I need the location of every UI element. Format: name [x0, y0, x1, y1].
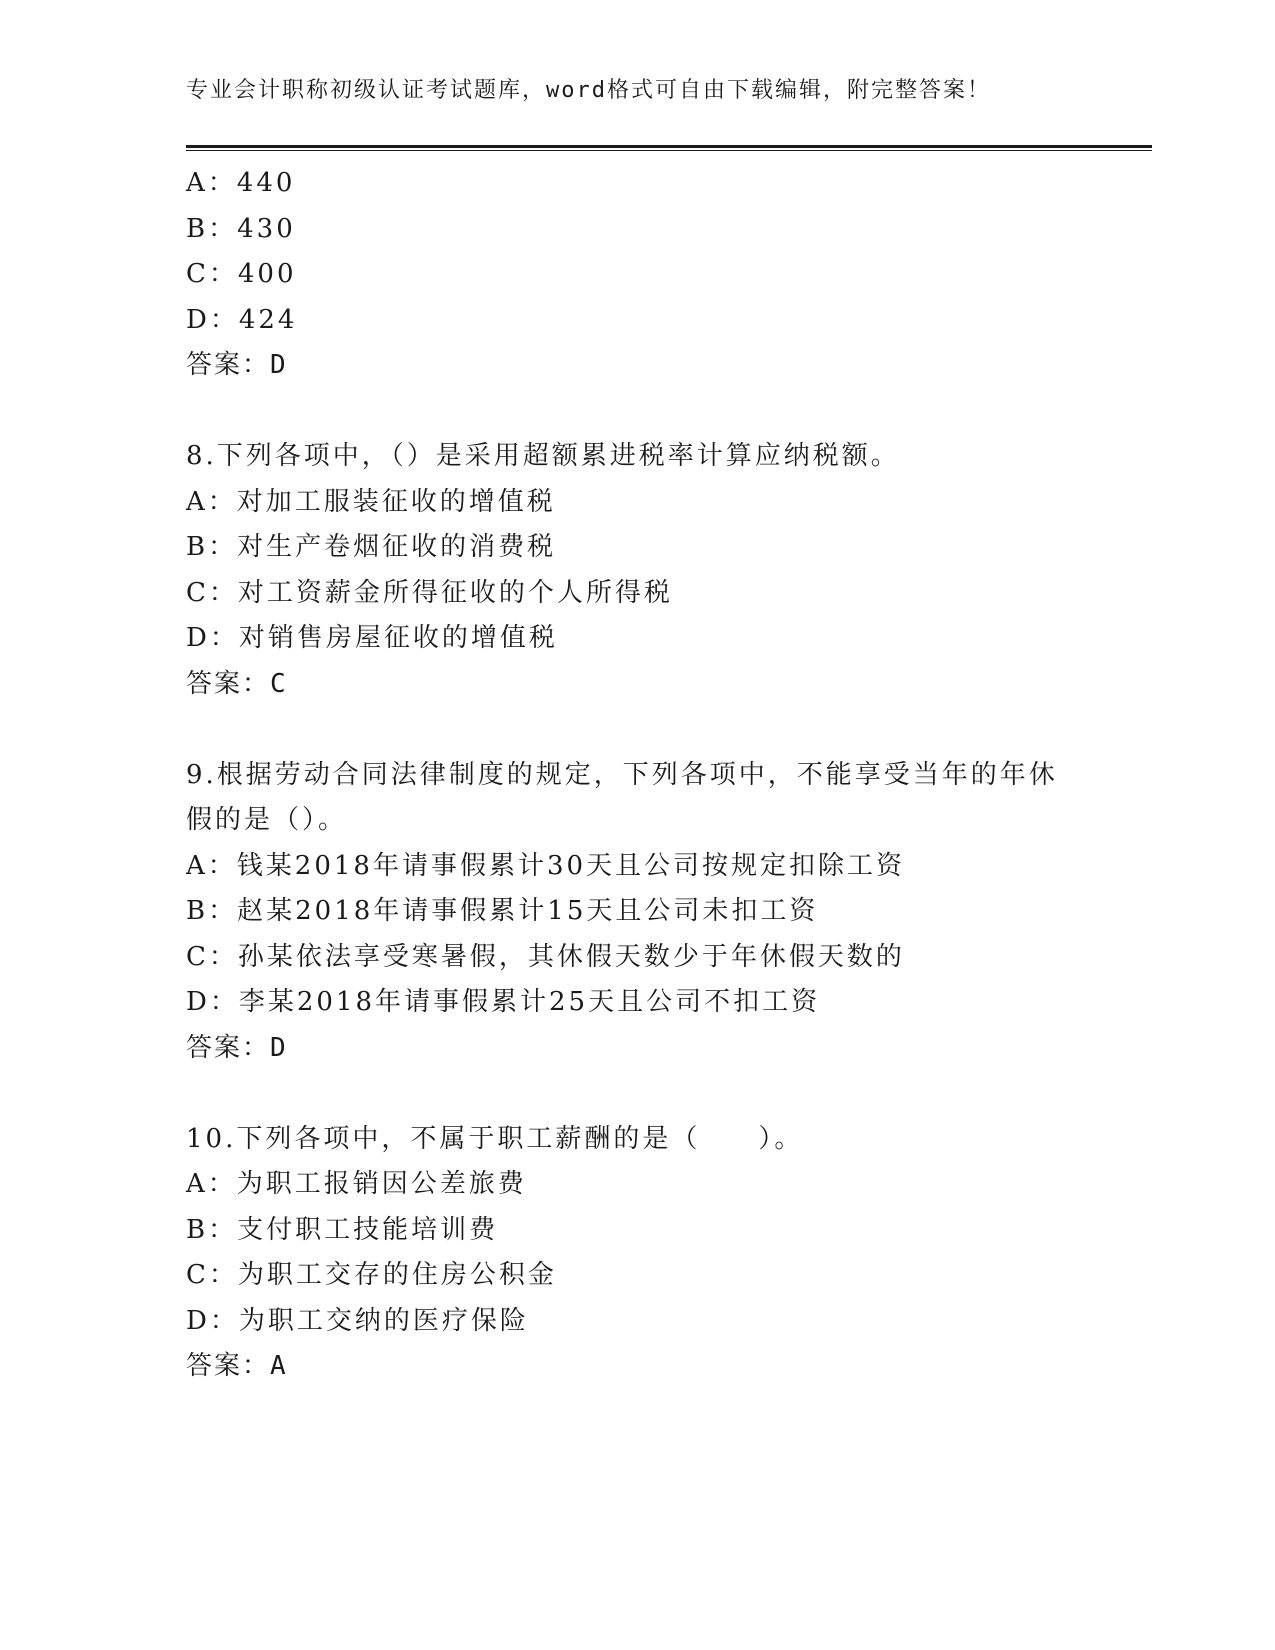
option-d: D：李某2018年请事假累计25天且公司不扣工资 — [186, 987, 821, 1017]
option-d: D：为职工交纳的医疗保险 — [186, 1305, 529, 1336]
option-c: C：为职工交存的住房公积金 — [186, 1260, 557, 1290]
question-stem: 10.下列各项中，不属于职工薪酬的是（ ）。 — [186, 1123, 804, 1154]
spacer — [186, 389, 1086, 435]
option-b: B：赵某2018年请事假累计15天且公司未扣工资 — [186, 896, 819, 926]
option-a: A：对加工服装征收的增值税 — [186, 486, 556, 517]
spacer — [186, 707, 1086, 753]
question-stem: 8.下列各项中，（）是采用超额累进税率计算应纳税额。 — [186, 441, 900, 471]
option-d: D：对销售房屋征收的增值税 — [186, 623, 558, 653]
header-divider — [186, 145, 1152, 151]
option-b: B：430 — [186, 213, 296, 244]
spacer — [186, 1071, 1086, 1117]
option-c: C：对工资薪金所得征收的个人所得税 — [186, 577, 673, 608]
question-7 — [186, 161, 1086, 389]
question-stem-line-1: 9.根据劳动合同法律制度的规定，下列各项中，不能享受当年的年休 — [186, 759, 1058, 790]
option-d: D：424 — [186, 304, 298, 335]
option-a: A：440 — [186, 168, 296, 198]
answer-label: 答案：D — [186, 1032, 288, 1063]
option-b: B：支付职工技能培训费 — [186, 1214, 499, 1245]
answer-label: 答案：A — [186, 1351, 288, 1381]
option-c: C：400 — [186, 259, 297, 289]
option-a: A：为职工报销因公差旅费 — [186, 1169, 527, 1199]
question-8 — [186, 434, 1086, 707]
answer-label: 答案：C — [186, 668, 288, 699]
question-9 — [186, 753, 1086, 1072]
option-a: A：钱某2018年请事假累计30天且公司按规定扣除工资 — [186, 850, 906, 881]
question-list — [186, 161, 1086, 1390]
option-c: C：孙某依法享受寒暑假，其休假天数少于年休假天数的 — [186, 941, 905, 972]
option-b: B：对生产卷烟征收的消费税 — [186, 532, 557, 562]
question-10 — [186, 1117, 1086, 1390]
question-stem-line-2: 假的是（）。 — [186, 805, 348, 835]
page-header: 专业会计职称初级认证考试题库，word格式可自由下载编辑，附完整答案！ — [186, 78, 991, 103]
answer-label: 答案：D — [186, 350, 288, 380]
